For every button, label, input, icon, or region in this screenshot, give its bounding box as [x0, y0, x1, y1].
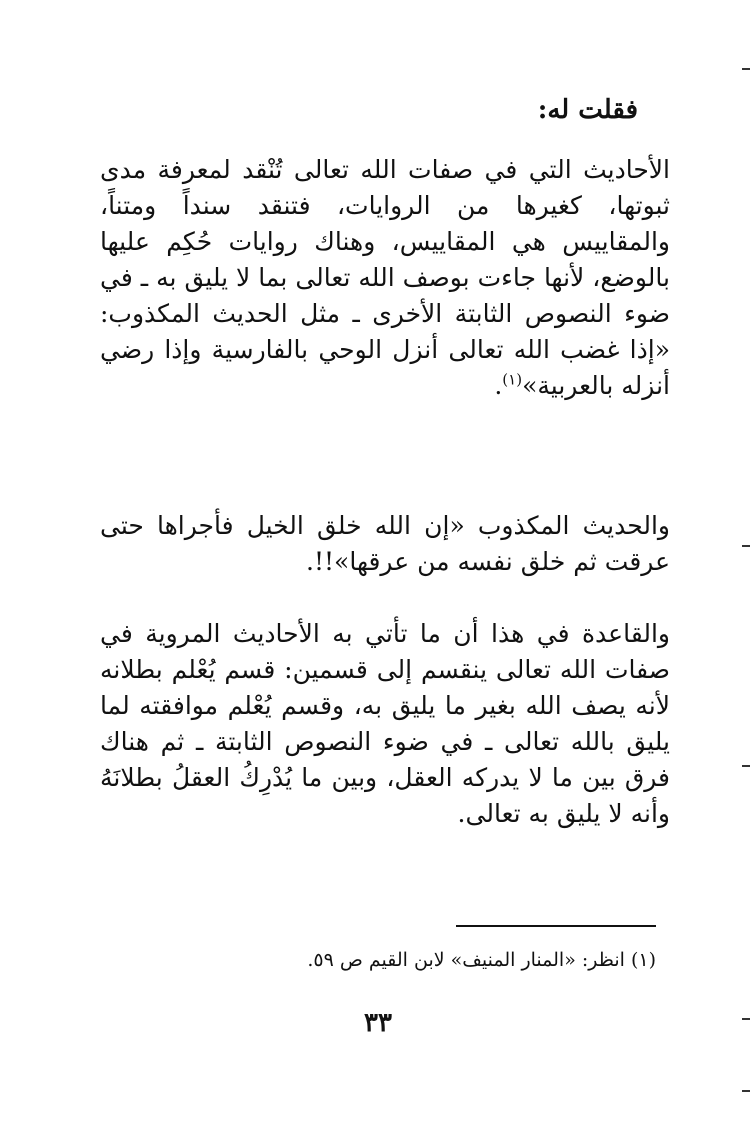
paragraph-3-text: والقاعدة في هذا أن ما تأتي به الأحاديث المروية في صفات الله تعالى ينقسم إلى قسمين: قسم يُعْلم بطلانه لأنه يصف الله بغير ما يليق به، وقسم يُعْلم موافقته لما يليق بالله تعالى ـ في ضوء النصوص الثابتة ـ ثم هناك فرق بين ما لا يدركه العقل، وبين ما يُدْرِكُ العقلُ بطلانَهُ وأنه لا يليق به تعالى. [100, 619, 670, 828]
page-number: ٣٣ [364, 1008, 392, 1038]
footnote-reference[interactable]: (١) [502, 370, 523, 389]
paragraph-2 [100, 508, 670, 580]
section-heading: فقلت له: [537, 95, 638, 125]
paragraph-1-tail: . [494, 371, 503, 400]
footnote: (١) انظر: «المنار المنيف» لابن القيم ص ٥٩. [307, 949, 656, 971]
scan-edge-mark [742, 1018, 750, 1020]
footnote-separator [456, 925, 656, 927]
paragraph-1-text: الأحاديث التي في صفات الله تعالى تُنْقد لمعرفة مدى ثبوتها، كغيرها من الروايات، فتنقد سنداً ومتناً، والمقاييس هي المقاييس، وهناك روايات حُكِم عليها بالوضع، لأنها جاءت بوصف الله تعالى بما لا يليق به ـ في ضوء النصوص الثابتة الأخرى ـ مثل الحديث المكذوب: «إذا غضب الله تعالى أنزل الوحي بالفارسية وإذا رضي أنزله بالعربية» [100, 155, 670, 400]
scan-edge-mark [742, 765, 750, 767]
paragraph-2-text: والحديث المكذوب «إن الله خلق الخيل فأجراها حتى عرقت ثم خلق نفسه من عرقها»!!. [100, 511, 670, 576]
scan-edge-mark [742, 68, 750, 70]
scan-edge-mark [742, 545, 750, 547]
scan-edge-mark [742, 1090, 750, 1092]
paragraph-3 [100, 616, 670, 832]
paragraph-1 [100, 152, 670, 404]
